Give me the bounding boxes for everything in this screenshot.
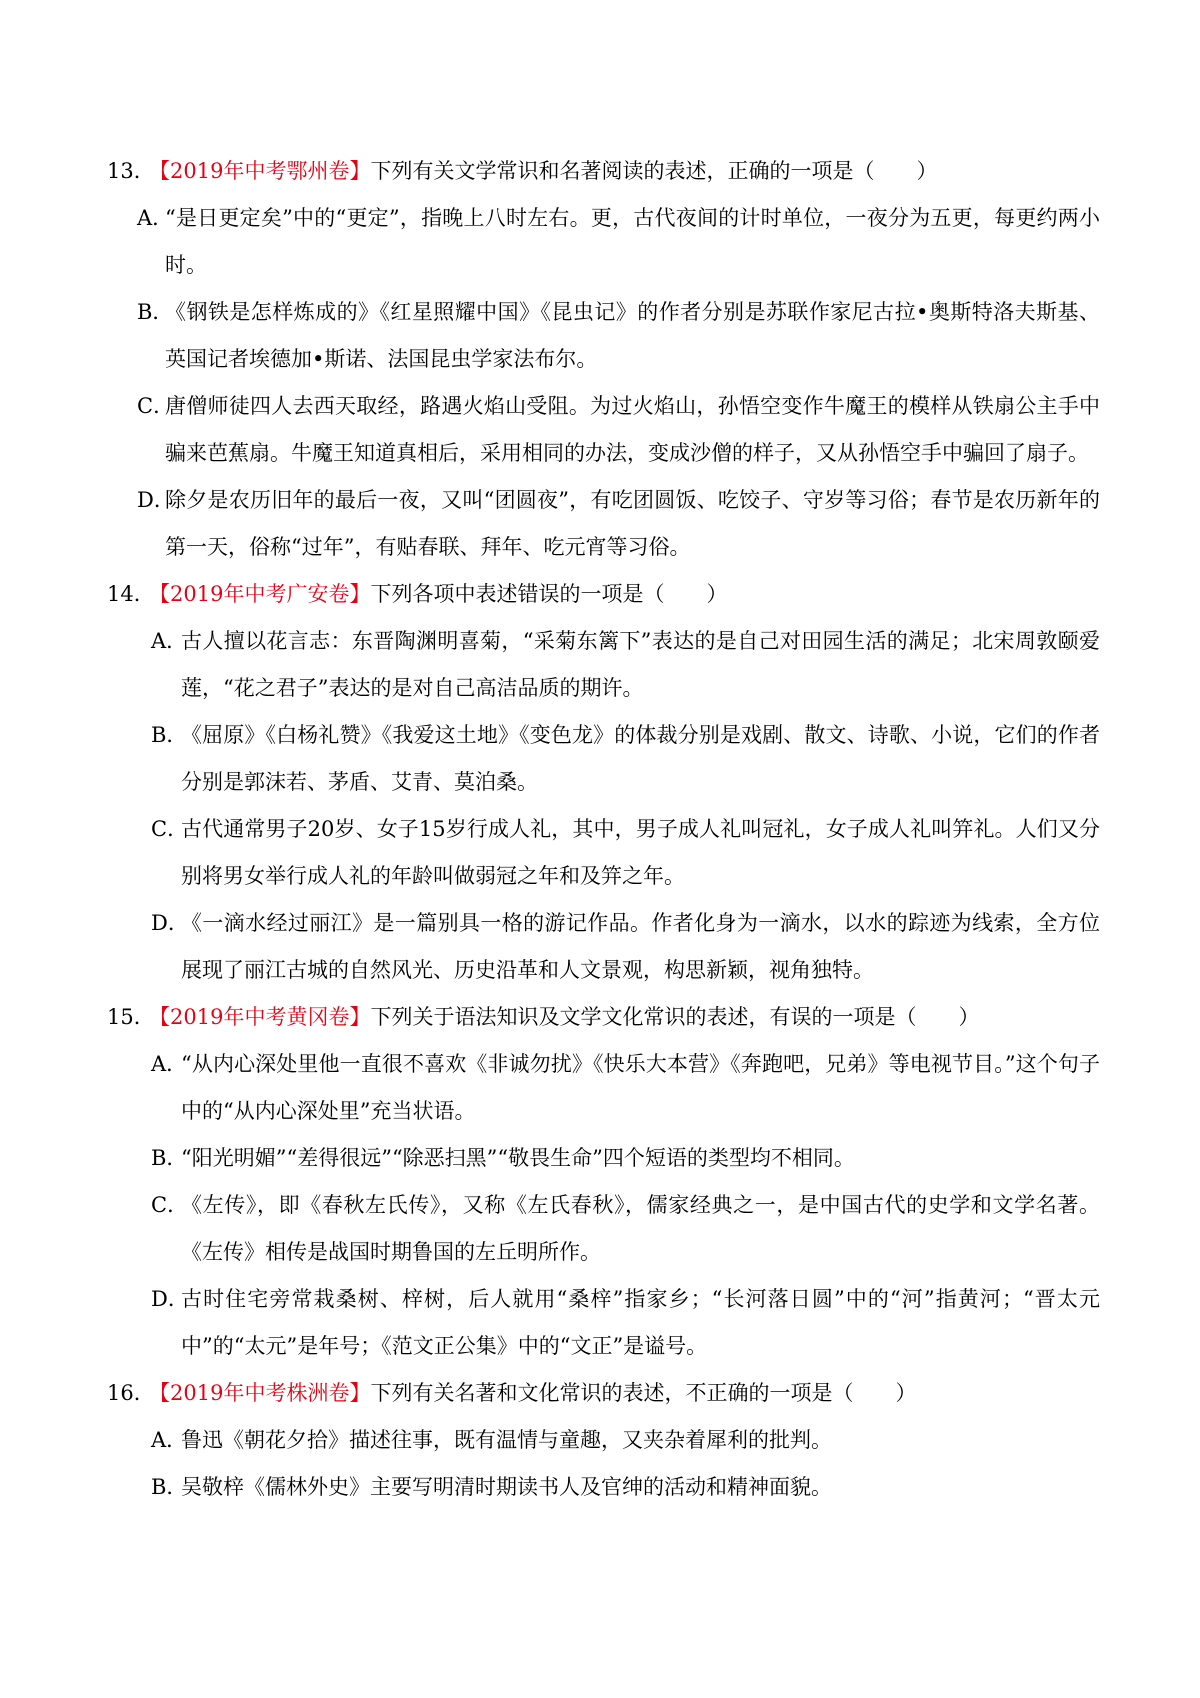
question-source: 【2019年中考鄂州卷】 bbox=[149, 159, 371, 183]
option-d bbox=[107, 477, 1100, 571]
option-c bbox=[107, 383, 1100, 477]
option-label: D． bbox=[151, 1287, 189, 1311]
option-b bbox=[107, 712, 1100, 806]
option-label: D． bbox=[151, 911, 189, 935]
option-text: 除夕是农历旧年的最后一夜，又叫“团圆夜”，有吃团圆饭、吃饺子、守岁等习俗；春节是农历新年的第一天，俗称“过年”，有贴春联、拜年、吃元宵等习俗。 bbox=[165, 488, 1100, 559]
question-source: 【2019年中考黄冈卷】 bbox=[149, 1005, 371, 1029]
option-label: C． bbox=[151, 817, 189, 841]
option-text: 《钢铁是怎样炼成的》《红星照耀中国》《昆虫记》的作者分别是苏联作家尼古拉•奥斯特洛夫斯基、英国记者埃德加•斯诺、法国昆虫学家法布尔。 bbox=[165, 300, 1100, 371]
question-header bbox=[107, 1370, 1100, 1417]
option-a bbox=[107, 618, 1100, 712]
question-number: 15． bbox=[107, 1005, 155, 1029]
option-label: A． bbox=[151, 629, 188, 653]
option-text: “是日更定矣”中的“更定”，指晚上八时左右。更，古代夜间的计时单位，一夜分为五更，每更约两小时。 bbox=[165, 206, 1100, 277]
option-label: B． bbox=[151, 1146, 188, 1170]
option-text: 《左传》，即《春秋左氏传》，又称《左氏春秋》，儒家经典之一，是中国古代的史学和文学名著。《左传》相传是战国时期鲁国的左丘明所作。 bbox=[181, 1193, 1100, 1264]
option-d bbox=[107, 900, 1100, 994]
option-c bbox=[107, 1182, 1100, 1276]
question-header bbox=[107, 994, 1100, 1041]
option-text: 鲁迅《朝花夕拾》描述往事，既有温情与童趣，又夹杂着犀利的批判。 bbox=[181, 1428, 832, 1452]
option-b bbox=[107, 1135, 1100, 1182]
option-label: D． bbox=[137, 488, 175, 512]
option-label: B． bbox=[151, 723, 188, 747]
option-text: “阳光明媚”“差得很远”“除恶扫黑”“敬畏生命”四个短语的类型均不相同。 bbox=[181, 1146, 855, 1170]
question-number: 14． bbox=[107, 582, 155, 606]
question-stem: 下列关于语法知识及文学文化常识的表述，有误的一项是（ ） bbox=[370, 1005, 980, 1029]
question-15 bbox=[107, 994, 1100, 1370]
option-b bbox=[107, 1464, 1100, 1511]
option-label: C． bbox=[137, 394, 175, 418]
question-stem: 下列有关文学常识和名著阅读的表述，正确的一项是（ ） bbox=[370, 159, 938, 183]
question-header bbox=[107, 148, 1100, 195]
question-stem: 下列有关名著和文化常识的表述，不正确的一项是（ ） bbox=[370, 1381, 917, 1405]
question-14 bbox=[107, 571, 1100, 994]
option-text: 古时住宅旁常栽桑树、梓树，后人就用“桑梓”指家乡；“长河落日圆”中的“河”指黄河；“晋太元中”的“太元”是年号；《范文正公集》中的“文正”是谥号。 bbox=[181, 1287, 1100, 1358]
option-text: 唐僧师徒四人去西天取经，路遇火焰山受阻。为过火焰山，孙悟空变作牛魔王的模样从铁扇公主手中骗来芭蕉扇。牛魔王知道真相后，采用相同的办法，变成沙僧的样子，又从孙悟空手中骗回了扇子。 bbox=[165, 394, 1100, 465]
option-label: C． bbox=[151, 1193, 189, 1217]
option-text: “从内心深处里他一直很不喜欢《非诚勿扰》《快乐大本营》《奔跑吧，兄弟》等电视节目。”这个句子中的“从内心深处里”充当状语。 bbox=[181, 1052, 1100, 1123]
option-text: 古代通常男子20岁、女子15岁行成人礼，其中，男子成人礼叫冠礼，女子成人礼叫笄礼。人们又分别将男女举行成人礼的年龄叫做弱冠之年和及笄之年。 bbox=[181, 817, 1100, 888]
question-header bbox=[107, 571, 1100, 618]
option-text: 《屈原》《白杨礼赞》《我爱这土地》《变色龙》的体裁分别是戏剧、散文、诗歌、小说，它们的作者分别是郭沫若、茅盾、艾青、莫泊桑。 bbox=[181, 723, 1100, 794]
option-text: 吴敬梓《儒林外史》主要写明清时期读书人及官绅的活动和精神面貌。 bbox=[181, 1475, 832, 1499]
question-16 bbox=[107, 1370, 1100, 1511]
option-c bbox=[107, 806, 1100, 900]
option-text: 古人擅以花言志：东晋陶渊明喜菊，“采菊东篱下”表达的是自己对田园生活的满足；北宋周敦颐爱莲，“花之君子”表达的是对自己高洁品质的期许。 bbox=[181, 629, 1100, 700]
question-13 bbox=[107, 148, 1100, 571]
option-label: A． bbox=[151, 1428, 188, 1452]
option-a bbox=[107, 195, 1100, 289]
question-source: 【2019年中考株洲卷】 bbox=[149, 1381, 371, 1405]
option-label: B． bbox=[151, 1475, 188, 1499]
question-stem: 下列各项中表述错误的一项是（ ） bbox=[370, 582, 728, 606]
option-d bbox=[107, 1276, 1100, 1370]
question-number: 13． bbox=[107, 159, 155, 183]
option-b bbox=[107, 289, 1100, 383]
option-a bbox=[107, 1417, 1100, 1464]
option-label: A． bbox=[151, 1052, 188, 1076]
question-number: 16． bbox=[107, 1381, 155, 1405]
option-text: 《一滴水经过丽江》是一篇别具一格的游记作品。作者化身为一滴水，以水的踪迹为线索，全方位展现了丽江古城的自然风光、历史沿革和人文景观，构思新颖，视角独特。 bbox=[181, 911, 1100, 982]
option-label: A． bbox=[137, 206, 174, 230]
question-source: 【2019年中考广安卷】 bbox=[149, 582, 371, 606]
option-a bbox=[107, 1041, 1100, 1135]
option-label: B． bbox=[137, 300, 174, 324]
